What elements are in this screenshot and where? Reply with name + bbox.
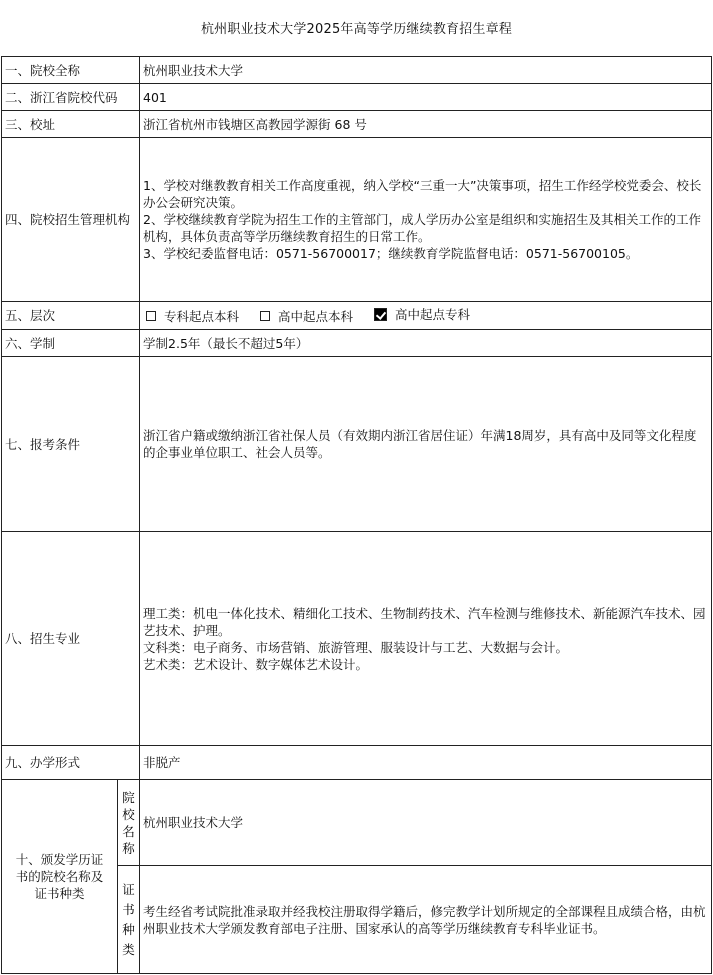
row-eligibility (2, 357, 712, 532)
value-management (140, 138, 712, 302)
management-paragraph: 3、学校纪委监督电话：0571-56700017；继续教育学院监督电话：0571-56700105。 (143, 246, 639, 261)
value-certificate-school: 杭州职业技术大学 (140, 780, 712, 866)
admission-table (1, 56, 712, 974)
label-eligibility: 七、报考条件 (2, 357, 140, 532)
value-school-code: 401 (140, 84, 712, 111)
label-duration: 六、学制 (2, 330, 140, 357)
value-certificate-type: 考生经省考试院批准录取并经我校注册取得学籍后，修完教学计划所规定的全部课程且成绩合格，由杭州职业技术大学颁发教育部电子注册、国家承认的高等学历继续教育专科毕业证书。 (140, 866, 712, 974)
management-paragraph: 2、学校继续教育学院为招生工作的主管部门，成人学历办公室是组织和实施招生及其相关工作的工作机构，具体负责高等学历继续教育招生的日常工作。 (143, 212, 701, 244)
row-majors (2, 532, 712, 746)
label-certificate: 十、颁发学历证书的院校名称及证书种类 (2, 780, 118, 974)
document-title: 杭州职业技术大学2025年高等学历继续教育招生章程 (200, 22, 513, 37)
label-school-name: 一、院校全称 (2, 57, 140, 84)
value-eligibility: 浙江省户籍或缴纳浙江省社保人员（有效期内浙江省居住证）年满18周岁，具有高中及同等文化程度的企事业单位职工、社会人员等。 (140, 357, 712, 532)
value-school-name: 杭州职业技术大学 (140, 57, 712, 84)
label-management: 四、院校招生管理机构 (2, 138, 140, 302)
label-school-code: 二、浙江省院校代码 (2, 84, 140, 111)
level-option-label: 专科起点本科 (164, 308, 240, 324)
management-paragraph: 1、学校对继教教育相关工作高度重视，纳入学校“三重一大”决策事项，招生工作经学校党委会、校长办公会研究决策。 (143, 178, 702, 210)
majors-category: 艺术类：艺术设计、数字媒体艺术设计。 (143, 656, 369, 672)
row-school-name (2, 57, 712, 84)
checkbox-unchecked-icon[interactable] (146, 311, 156, 321)
label-level: 五、层次 (2, 302, 140, 330)
row-level (2, 302, 712, 330)
checkbox-unchecked-icon[interactable] (260, 311, 270, 321)
label-address: 三、校址 (2, 111, 140, 138)
row-study-mode (2, 746, 712, 780)
majors-category: 文科类：电子商务、市场营销、旅游管理、服装设计与工艺、大数据与会计。 (143, 639, 569, 655)
row-management (2, 138, 712, 302)
level-option-zhuanke-to-benke[interactable] (143, 308, 239, 325)
sub-label-school-name (118, 780, 140, 866)
row-address (2, 111, 712, 138)
sub-label-certificate-type (118, 866, 140, 974)
vertical-text: 院校名称 (122, 789, 135, 856)
vertical-text: 证书种类 (122, 881, 135, 957)
label-majors: 八、招生专业 (2, 532, 140, 746)
row-school-code (2, 84, 712, 111)
value-duration: 学制2.5年（最长不超过5年） (140, 330, 712, 357)
value-majors (140, 532, 712, 746)
value-address: 浙江省杭州市钱塘区高教园学源街 68 号 (140, 111, 712, 138)
level-option-label: 高中起点本科 (278, 308, 354, 324)
level-option-gaozhong-to-zhuanke[interactable] (371, 306, 470, 323)
value-level (140, 302, 712, 330)
label-study-mode: 九、办学形式 (2, 746, 140, 780)
level-option-label: 高中起点专科 (395, 307, 471, 322)
value-study-mode: 非脱产 (140, 746, 712, 780)
level-option-gaozhong-to-benke[interactable] (257, 308, 353, 325)
checkbox-checked-icon[interactable] (374, 308, 387, 321)
majors-category: 理工类：机电一体化技术、精细化工技术、生物制药技术、汽车检测与维修技术、新能源汽车技术、园艺技术、护理。 (143, 605, 706, 638)
row-certificate-school (2, 780, 712, 866)
row-duration (2, 330, 712, 357)
